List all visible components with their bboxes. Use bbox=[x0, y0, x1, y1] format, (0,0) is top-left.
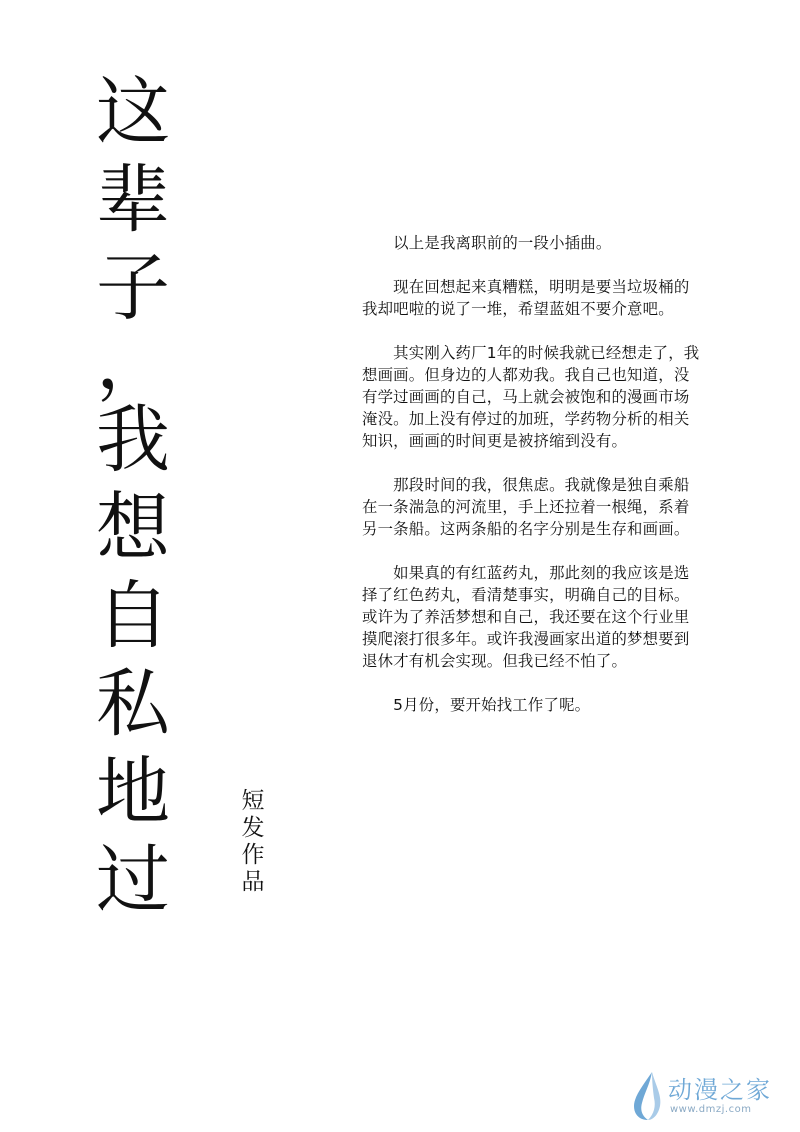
title-comma: ， bbox=[96, 319, 170, 405]
title-char: 地 bbox=[96, 749, 170, 835]
title-char: 过 bbox=[96, 837, 170, 923]
body-text bbox=[362, 232, 762, 738]
author-char: 作 bbox=[241, 842, 265, 868]
watermark-title: 动漫之家 bbox=[668, 1076, 772, 1104]
title-char: 子 bbox=[96, 245, 170, 331]
title-char: 这 bbox=[96, 69, 170, 155]
title-char: 自 bbox=[96, 573, 170, 659]
title-char: 私 bbox=[96, 661, 170, 747]
watermark-url: www.dmzj.com bbox=[670, 1104, 752, 1115]
author-char: 发 bbox=[241, 815, 265, 841]
author-credit bbox=[238, 788, 268, 896]
title-char: 辈 bbox=[96, 157, 170, 243]
paragraph: 以上是我离职前的一段小插曲。 bbox=[362, 234, 612, 252]
title-char: 想 bbox=[96, 485, 170, 571]
author-char: 品 bbox=[241, 869, 265, 895]
site-watermark bbox=[630, 1068, 790, 1124]
paragraph: 其实刚入药厂1年的时候我就已经想走了，我 想画画。但身边的人都劝我。我自己也知道，没 有学过画画的自己，马上就会被饱和的漫画市场 淹没。加上没有停过的加班，学药物分析的相关 知识，画画的时间更是被挤缩到没有。 bbox=[362, 344, 700, 450]
paragraph: 5月份，要开始找工作了呢。 bbox=[362, 696, 591, 714]
vertical-title bbox=[88, 68, 178, 924]
title-char: 我 bbox=[96, 397, 170, 483]
water-drop-icon bbox=[630, 1070, 664, 1122]
author-char: 短 bbox=[241, 788, 265, 814]
paragraph: 那段时间的我，很焦虑。我就像是独自乘船 在一条湍急的河流里，手上还拉着一根绳，系着 另一条船。这两条船的名字分别是生存和画画。 bbox=[362, 476, 690, 538]
paragraph: 现在回想起来真糟糕，明明是要当垃圾桶的 我却吧啦的说了一堆，希望蓝姐不要介意吧。 bbox=[362, 278, 690, 318]
paragraph: 如果真的有红蓝药丸，那此刻的我应该是选 择了红色药丸，看清楚事实，明确自己的目标。 或许为了养活梦想和自己，我还要在这个行业里 摸爬滚打很多年。或许我漫画家出道的梦想要到 退休才有机会实现。但我已经不怕了。 bbox=[362, 564, 690, 670]
